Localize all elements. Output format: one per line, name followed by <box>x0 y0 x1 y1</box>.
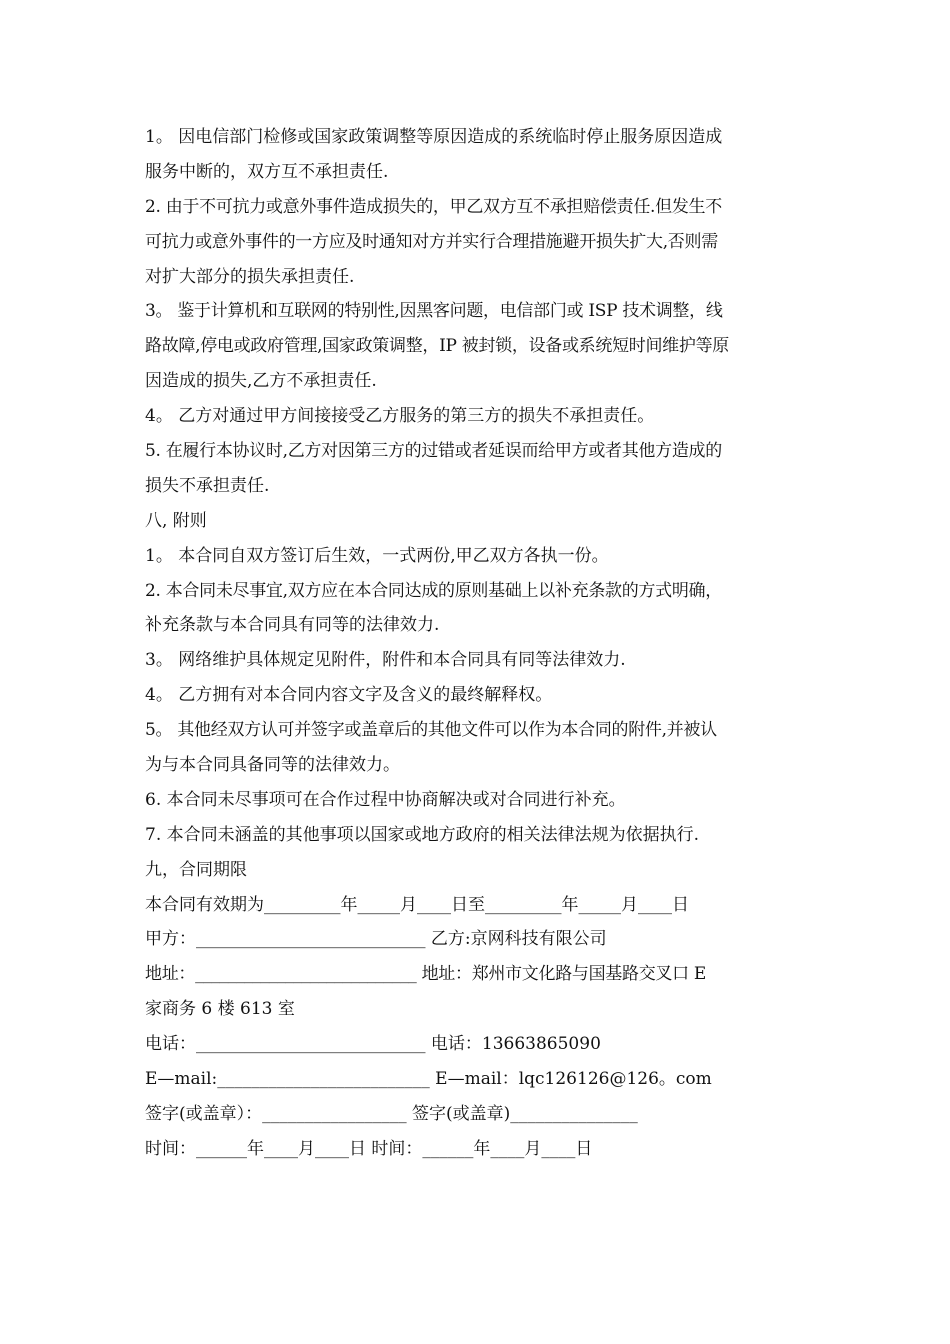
clause-line: 为与本合同具备同等的法律效力。 <box>145 755 400 776</box>
clause-line: 1。 本合同自双方签订后生效，一式两份,甲乙双方各执一份。 <box>145 545 609 566</box>
email-line: E—mail:_________________________ E—mail：lqc126126@126。com <box>145 1069 712 1090</box>
clause-line: 4。 乙方拥有对本合同内容文字及含义的最终解释权。 <box>145 685 553 706</box>
section-heading: 九，合同期限 <box>145 859 247 880</box>
clause-line: 5。 其他经双方认可并签字或盖章后的其他文件可以作为本合同的附件,并被认 <box>145 720 717 741</box>
phone-line: 电话：___________________________ 电话：13663865090 <box>145 1034 601 1055</box>
clause-line: 5. 在履行本协议时,乙方对因第三方的过错或者延误而给甲方或者其他方造成的 <box>145 441 722 462</box>
contract-body <box>145 120 810 1167</box>
clause-line: 补充条款与本合同具有同等的法律效力. <box>145 615 440 636</box>
clause-line: 7. 本合同未涵盖的其他事项以国家或地方政府的相关法律法规为依据执行. <box>145 824 700 845</box>
signature-line: 签字(或盖章）：_________________ 签字(或盖章)_______________ <box>145 1103 638 1124</box>
date-line: 时间：______年____月____日 时间：______年____月____日 <box>145 1138 593 1159</box>
clause-line: 1。 因电信部门检修或国家政策调整等原因造成的系统临时停止服务原因造成 <box>145 127 723 147</box>
clause-line: 服务中断的，双方互不承担责任. <box>145 161 389 182</box>
clause-line: 可抗力或意外事件的一方应及时通知对方并实行合理措施避开损失扩大,否则需 <box>145 231 718 252</box>
address-line: 地址：___________________________ 地址：郑州市文化路与国基路交叉口 E <box>145 964 707 985</box>
party-line: 甲方：___________________________ 乙方:京网科技有限公司 <box>145 929 607 950</box>
clause-line: 路故障,停电或政府管理,国家政策调整，IP 被封锁，设备或系统短时间维护等原 <box>145 336 729 357</box>
clause-line: 对扩大部分的损失承担责任. <box>145 266 355 287</box>
clause-line: 4。 乙方对通过甲方间接接受乙方服务的第三方的损失不承担责任。 <box>145 406 655 427</box>
clause-line: 3。 鉴于计算机和互联网的特别性,因黑客问题，电信部门或 ISP 技术调整，线 <box>145 301 723 322</box>
clause-line: 6. 本合同未尽事项可在合作过程中协商解决或对合同进行补充。 <box>145 789 626 810</box>
section-heading: 八, 附则 <box>145 510 207 531</box>
clause-line: 2. 由于不可抗力或意外事件造成损失的，甲乙双方互不承担赔偿责任.但发生不 <box>145 196 722 217</box>
validity-period-line: 本合同有效期为_________年_____月____日至_________年_____月____日 <box>145 894 689 915</box>
address-line-continued: 家商务 6 楼 613 室 <box>145 999 295 1020</box>
clause-line: 2. 本合同未尽事宜,双方应在本合同达成的原则基础上以补充条款的方式明确， <box>145 580 722 601</box>
clause-line: 3。 网络维护具体规定见附件，附件和本合同具有同等法律效力. <box>145 650 626 671</box>
clause-line: 损失不承担责任. <box>145 475 270 496</box>
clause-line: 因造成的损失,乙方不承担责任. <box>145 371 377 392</box>
